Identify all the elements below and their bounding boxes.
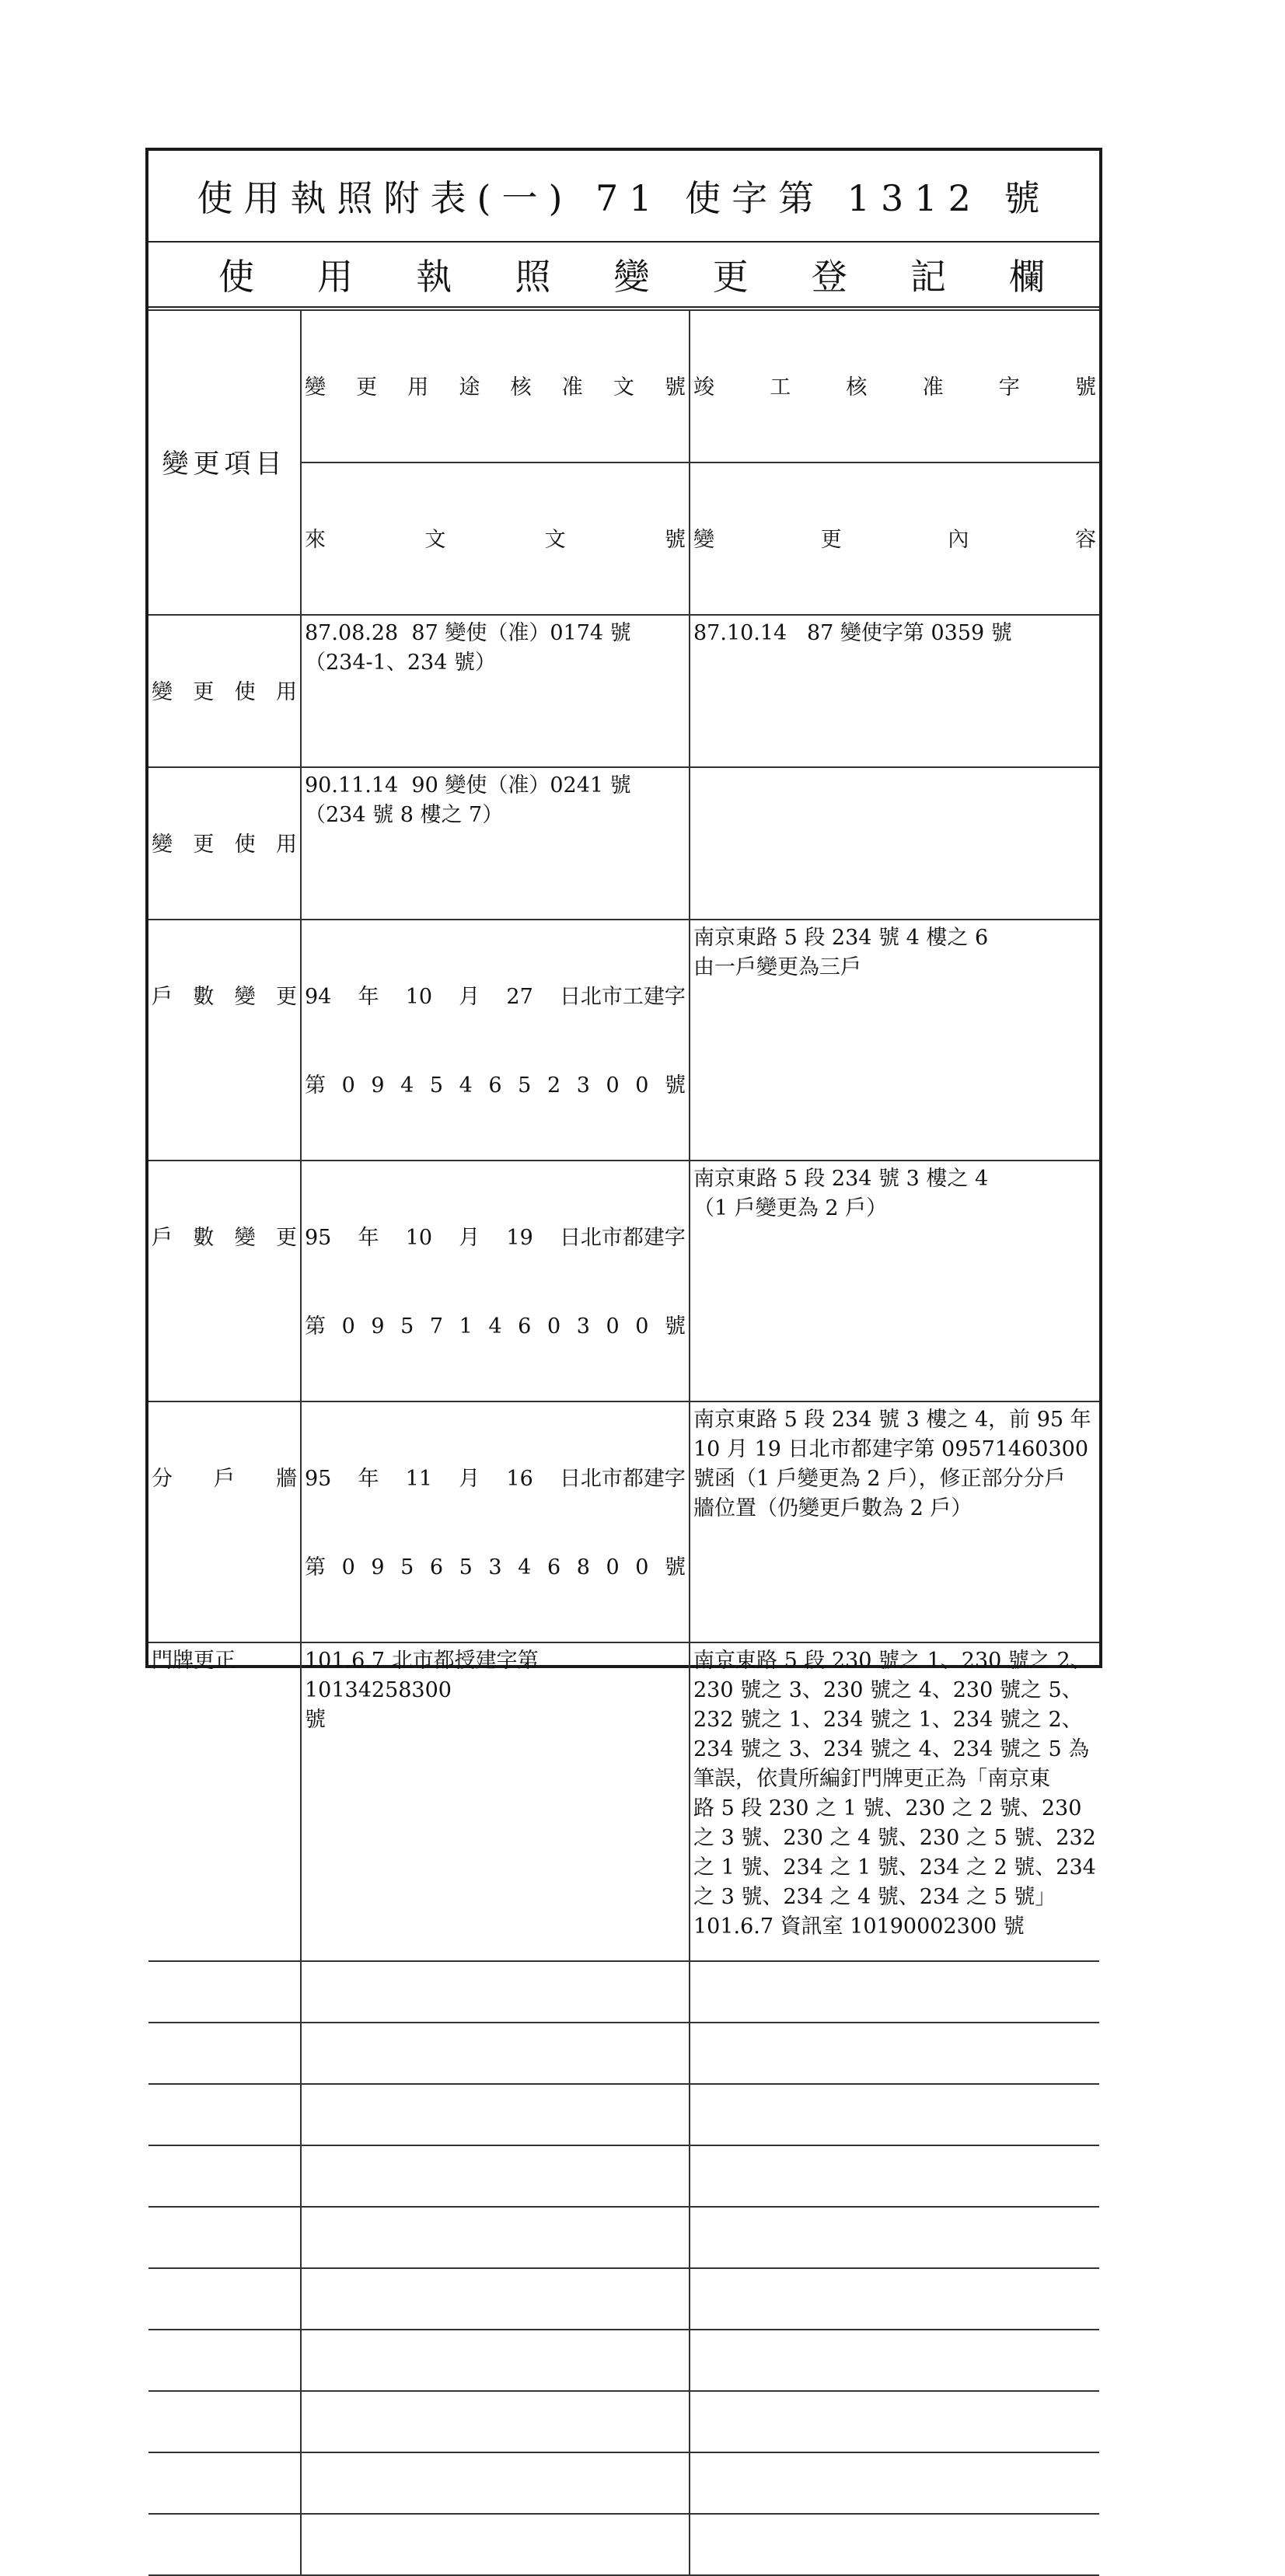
- header-row: [148, 310, 1099, 462]
- doc-char: 19: [506, 1226, 533, 1250]
- item-char: 戶: [152, 1226, 173, 1250]
- doc-char: 日北市都建字: [559, 1226, 686, 1250]
- empty-cell: [301, 1961, 690, 2023]
- empty-cell: [690, 2268, 1099, 2330]
- change-record-table: [148, 309, 1099, 2576]
- header-char: 號: [664, 528, 686, 552]
- item-cell: [148, 920, 301, 1161]
- empty-cell: [690, 2207, 1099, 2268]
- doc-char: 1: [459, 1314, 473, 1339]
- table-row: [148, 767, 1099, 920]
- header-char: 文: [544, 528, 566, 552]
- doc-cell: [301, 1401, 690, 1642]
- doc-char: 6: [546, 1555, 561, 1579]
- empty-cell: [690, 2452, 1099, 2514]
- empty-row: [148, 2391, 1099, 2452]
- empty-cell: [690, 1961, 1099, 2023]
- doc-char: 16: [506, 1467, 533, 1491]
- doc-char: 第: [305, 1314, 326, 1339]
- item-char: 更: [275, 985, 297, 1009]
- item-char: 變: [152, 680, 173, 704]
- doc-char: 月: [459, 1467, 480, 1491]
- doc-char: 4: [518, 1555, 532, 1579]
- doc-cell: 101.6.7 北市都授建字第 10134258300 號: [301, 1642, 690, 1961]
- item-cell: [148, 615, 301, 767]
- item-cell: [148, 767, 301, 920]
- license-sheet: [145, 148, 1102, 1939]
- header-char: 變: [693, 528, 714, 552]
- doc-char: 95: [305, 1226, 332, 1250]
- doc-char: 5: [400, 1314, 414, 1339]
- header-char: 文: [613, 375, 634, 400]
- table-row: [148, 615, 1099, 767]
- header-char: 核: [510, 375, 532, 400]
- item-char: 數: [193, 1226, 215, 1250]
- doc-char: 號: [665, 1314, 686, 1339]
- header-char: 准: [922, 375, 944, 400]
- doc-char: 5: [459, 1555, 473, 1579]
- item-char: 戶: [214, 1467, 235, 1491]
- doc-char: 日北市工建字: [559, 985, 686, 1009]
- item-char: 數: [193, 985, 215, 1009]
- empty-cell: [148, 2391, 301, 2452]
- doc-char: 號: [665, 1555, 686, 1579]
- item-char: 用: [275, 680, 297, 704]
- header-char: 核: [846, 375, 868, 400]
- header-approval-doc: [301, 310, 690, 462]
- item-char: 更: [193, 832, 215, 857]
- doc-char: 6: [429, 1555, 444, 1579]
- doc-char: 0: [606, 1314, 620, 1339]
- doc-char: 9: [371, 1314, 385, 1339]
- empty-cell: [301, 2268, 690, 2330]
- header-incoming-doc: [301, 462, 690, 615]
- item-char: 變: [234, 1226, 256, 1250]
- empty-cell: [301, 2391, 690, 2452]
- doc-char: 5: [400, 1555, 414, 1579]
- item-char: 更: [275, 1226, 297, 1250]
- doc-char: 0: [606, 1073, 620, 1098]
- item-cell: 門牌更正: [148, 1642, 301, 1961]
- header-item: 變更項目: [148, 310, 301, 615]
- doc-char: 0: [341, 1314, 355, 1339]
- doc-cell: [301, 1161, 690, 1401]
- header-char: 字: [998, 375, 1020, 400]
- doc-char: 94: [305, 985, 332, 1009]
- doc-char: 5: [518, 1073, 532, 1098]
- empty-row: [148, 2145, 1099, 2207]
- doc-char: 0: [341, 1073, 355, 1098]
- table-row: [148, 1161, 1099, 1401]
- empty-cell: [148, 2023, 301, 2084]
- empty-cell: [148, 2514, 301, 2575]
- doc-cell: 87.08.28 87 變使（准）0174 號 （234-1、234 號）: [301, 615, 690, 767]
- header-completion: [690, 310, 1099, 462]
- table-row: [148, 920, 1099, 1161]
- empty-cell: [148, 2084, 301, 2145]
- header-char: 容: [1074, 528, 1096, 552]
- subtitle-char: 變: [613, 256, 650, 298]
- empty-cell: [690, 2391, 1099, 2452]
- doc-char: 年: [358, 1226, 379, 1250]
- table-row: [148, 1642, 1099, 1961]
- empty-cell: [148, 2330, 301, 2391]
- item-char: 變: [152, 832, 173, 857]
- doc-char: 7: [429, 1314, 444, 1339]
- item-char: 牆: [276, 1467, 297, 1491]
- doc-char: 年: [358, 985, 379, 1009]
- doc-char: 0: [635, 1073, 649, 1098]
- header-char: 竣: [693, 375, 714, 400]
- doc-char: 0: [341, 1555, 355, 1579]
- header-char: 號: [1074, 375, 1096, 400]
- header-char: 來: [305, 528, 326, 552]
- empty-row: [148, 2452, 1099, 2514]
- subtitle-char: 使: [218, 256, 254, 298]
- doc-char: 6: [518, 1314, 532, 1339]
- header-char: 內: [948, 528, 969, 552]
- table-row: [148, 1401, 1099, 1642]
- doc-char: 2: [546, 1073, 561, 1098]
- empty-row: [148, 2207, 1099, 2268]
- header-char: 變: [305, 375, 326, 400]
- empty-cell: [690, 2084, 1099, 2145]
- doc-char: 4: [488, 1314, 502, 1339]
- subtitle-char: 用: [317, 256, 354, 298]
- doc-char: 9: [371, 1073, 385, 1098]
- doc-char: 年: [358, 1467, 379, 1491]
- empty-cell: [690, 2145, 1099, 2207]
- doc-char: 0: [546, 1314, 561, 1339]
- subtitle-char: 記: [910, 256, 946, 298]
- empty-row: [148, 2514, 1099, 2575]
- item-char: 用: [275, 832, 297, 857]
- subtitle-char: 欄: [1009, 256, 1045, 298]
- doc-char: 6: [488, 1073, 502, 1098]
- empty-cell: [148, 2145, 301, 2207]
- item-cell: [148, 1161, 301, 1401]
- doc-char: 日北市都建字: [559, 1467, 686, 1491]
- item-char: 戶: [152, 985, 173, 1009]
- header-char: 工: [770, 375, 791, 400]
- header-char: 途: [459, 375, 480, 400]
- doc-char: 號: [665, 1073, 686, 1098]
- empty-row: [148, 2330, 1099, 2391]
- doc-char: 8: [576, 1555, 590, 1579]
- empty-cell: [148, 2207, 301, 2268]
- empty-cell: [301, 2452, 690, 2514]
- content-cell: 南京東路 5 段 234 號 3 樓之 4 （1 戶變更為 2 戶）: [690, 1161, 1099, 1401]
- header-char: 准: [561, 375, 583, 400]
- section-subtitle: [148, 243, 1099, 308]
- empty-cell: [301, 2023, 690, 2084]
- header-char: 更: [820, 528, 842, 552]
- doc-char: 5: [429, 1073, 444, 1098]
- subtitle-char: 照: [515, 256, 551, 298]
- doc-char: 第: [305, 1073, 326, 1098]
- item-char: 變: [234, 985, 256, 1009]
- doc-cell: 90.11.14 90 變使（准）0241 號 （234 號 8 樓之 7）: [301, 767, 690, 920]
- content-cell: 87.10.14 87 變使字第 0359 號: [690, 615, 1099, 767]
- doc-char: 月: [459, 985, 480, 1009]
- doc-char: 95: [305, 1467, 332, 1491]
- item-char: 更: [193, 680, 215, 704]
- doc-char: 9: [371, 1555, 385, 1579]
- doc-char: 27: [506, 985, 533, 1009]
- empty-cell: [301, 2084, 690, 2145]
- doc-char: 10: [405, 985, 433, 1009]
- header-char: 更: [356, 375, 378, 400]
- empty-row: [148, 2084, 1099, 2145]
- subtitle-char: 執: [416, 256, 452, 298]
- empty-row: [148, 2268, 1099, 2330]
- doc-cell: [301, 920, 690, 1161]
- empty-cell: [690, 2330, 1099, 2391]
- empty-cell: [301, 2145, 690, 2207]
- empty-cell: [148, 2452, 301, 2514]
- empty-cell: [301, 2330, 690, 2391]
- empty-cell: [690, 2023, 1099, 2084]
- doc-char: 0: [635, 1314, 649, 1339]
- doc-char: 3: [576, 1073, 590, 1098]
- doc-char: 月: [459, 1226, 480, 1250]
- doc-char: 3: [576, 1314, 590, 1339]
- doc-char: 4: [459, 1073, 473, 1098]
- item-cell: [148, 1401, 301, 1642]
- header-char: 文: [424, 528, 446, 552]
- header-change-content: [690, 462, 1099, 615]
- content-cell: 南京東路 5 段 230 號之 1、230 號之 2、 230 號之 3、230 號之 4、230 號之 5、 232 號之 1、234 號之 1、234 號之 2、 234 號之 3、234 號之 4、234 號之 5 為 筆誤，依貴所編釘門牌更正為「南京東 路 5 段 230 之 1 號、230 之 2 號、230 之 3 號、230 之 4 號、230 之 5 號、232 之 1 號、234 之 1 號、234 之 2 號、234 之 3 號、234 之 4 號、234 之 5 號」 101.6.7 資訊室 10190002300 號: [690, 1642, 1099, 1961]
- item-char: 使: [234, 832, 256, 857]
- page-title: 使用執照附表(一) 71 使字第 1312 號: [148, 151, 1099, 243]
- doc-char: 10: [405, 1226, 433, 1250]
- content-cell: 南京東路 5 段 234 號 3 樓之 4，前 95 年 10 月 19 日北市都建字第 09571460300 號函（1 戶變更為 2 戶），修正部分分戶 牆位置（仍變更戶數為 2 戶）: [690, 1401, 1099, 1642]
- doc-char: 0: [606, 1555, 620, 1579]
- doc-char: 3: [488, 1555, 502, 1579]
- empty-cell: [148, 1961, 301, 2023]
- doc-char: 4: [400, 1073, 414, 1098]
- item-char: 分: [152, 1467, 173, 1491]
- subtitle-char: 更: [712, 256, 749, 298]
- empty-cell: [690, 2514, 1099, 2575]
- subtitle-char: 登: [811, 256, 847, 298]
- empty-row: [148, 1961, 1099, 2023]
- doc-char: 0: [635, 1555, 649, 1579]
- header-char: 用: [407, 375, 429, 400]
- doc-char: 第: [305, 1555, 326, 1579]
- empty-cell: [301, 2207, 690, 2268]
- content-cell: 南京東路 5 段 234 號 4 樓之 6 由一戶變更為三戶: [690, 920, 1099, 1161]
- empty-row: [148, 2023, 1099, 2084]
- content-cell: [690, 767, 1099, 920]
- doc-char: 11: [405, 1467, 433, 1491]
- empty-cell: [301, 2514, 690, 2575]
- item-char: 使: [234, 680, 256, 704]
- header-char: 號: [664, 375, 686, 400]
- empty-cell: [148, 2268, 301, 2330]
